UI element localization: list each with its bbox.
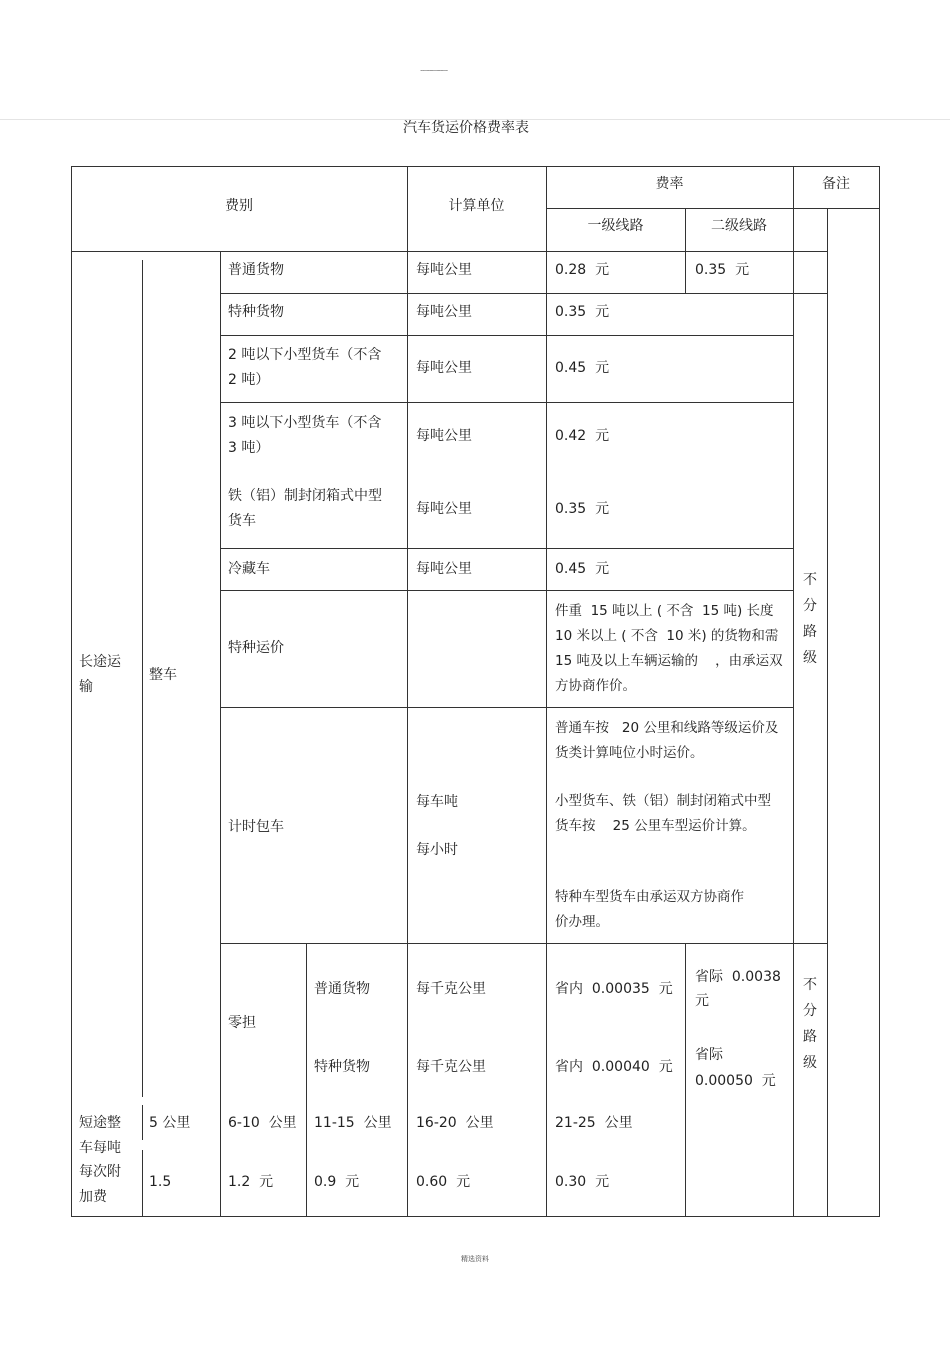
remark-no-road-class: 不分路级 (803, 572, 817, 666)
row-rate: 0.35 元 (555, 501, 610, 517)
row-rate: 0.35 元 (555, 304, 610, 320)
row-item: 铁（铝）制封闭箱式中型货车 (228, 488, 382, 529)
row-unit: 每吨公里 (416, 428, 472, 444)
header-unit: 计算单位 (448, 198, 505, 214)
row-item: 普通货物 (228, 262, 284, 278)
short-distance-label: 短途整车每吨每次附加费 (79, 1115, 121, 1205)
row-unit: 每吨公里 (416, 360, 472, 376)
row-unit-per-ton: 每车吨 (416, 794, 458, 810)
row-rate-note: 特种车型货车由承运双方协商作价办理。 (555, 889, 744, 930)
row-unit: 每吨公里 (416, 262, 472, 278)
surcharge-fee: 1.2 元 (228, 1174, 274, 1190)
grid-line (220, 943, 828, 944)
surcharge-fee: 0.9 元 (314, 1174, 360, 1190)
grid-line (220, 335, 793, 336)
page-title: 汽车货运价格费率表 (403, 120, 529, 136)
ltl-goods: 特种货物 (314, 1059, 370, 1075)
surcharge-fee: 1.5 (149, 1174, 172, 1190)
grid-line (546, 166, 547, 1217)
row-unit-per-hour: 每小时 (416, 842, 458, 858)
row-item: 特种货物 (228, 304, 284, 320)
grid-line (142, 1150, 143, 1217)
grid-line (685, 943, 686, 1217)
row-item: 计时包车 (228, 819, 284, 835)
grid-line (71, 166, 880, 167)
row-rate-note: 小型货车、铁（铝）制封闭箱式中型货车按 25 公里车型运价计算。 (555, 793, 771, 834)
row-item: 3 吨以下小型货车（不含 3 吨） (228, 415, 382, 456)
ltl-unit: 每千克公里 (416, 1059, 486, 1075)
header-dotted-rule: .............................. (420, 66, 448, 73)
row-rate: 0.45 元 (555, 561, 610, 577)
grid-line (220, 590, 793, 591)
ltl-interprovincial-rate: 省际 0.0038 元 (695, 969, 790, 1009)
header-fee-type: 费别 (225, 198, 253, 214)
whole-vehicle-label: 整车 (149, 667, 177, 683)
distance-band: 11-15 公里 (314, 1115, 392, 1131)
grid-line (220, 251, 221, 1217)
ltl-label: 零担 (228, 1015, 256, 1031)
ltl-goods: 普通货物 (314, 981, 370, 997)
ltl-domestic-rate: 省内 0.00035 元 (555, 981, 673, 997)
header-rate: 费率 (655, 176, 684, 192)
row-item: 2 吨以下小型货车（不含 2 吨） (228, 347, 382, 388)
distance-band: 21-25 公里 (555, 1115, 633, 1131)
row-rate: 0.42 元 (555, 428, 610, 444)
grid-line (220, 293, 828, 294)
row-item: 冷藏车 (228, 561, 270, 577)
grid-line (407, 166, 408, 1217)
distance-band: 16-20 公里 (416, 1115, 494, 1131)
row-rate-note: 普通车按 20 公里和线路等级运价及货类计算吨位小时运价。 (555, 720, 779, 761)
ltl-unit: 每千克公里 (416, 981, 486, 997)
header-first-class-road: 一级线路 (587, 218, 644, 234)
distance-band: 6-10 公里 (228, 1115, 297, 1131)
grid-line (71, 251, 828, 252)
grid-line (71, 166, 72, 1217)
header-second-class-road: 二级线路 (711, 218, 767, 234)
page-footer: 精选资料 (461, 1255, 489, 1263)
grid-line (793, 166, 794, 1217)
grid-line (306, 943, 307, 1217)
row-rate-note: 件重 15 吨以上 ( 不含 15 吨) 长度 10 米以上 ( 不含 10 米) 的货物和需 15 吨及以上车辆运输的 ，由承运双方协商作价。 (555, 603, 783, 694)
grid-line (142, 260, 143, 1097)
grid-line (220, 548, 793, 549)
grid-line (220, 707, 793, 708)
grid-line (546, 208, 880, 209)
grid-line (879, 166, 880, 1217)
surcharge-fee: 0.30 元 (555, 1174, 610, 1190)
grid-line (71, 1216, 880, 1217)
remark-no-road-class: 不分路级 (803, 977, 817, 1071)
row-unit: 每吨公里 (416, 304, 472, 320)
row-rate-first-class: 0.28 元 (555, 262, 610, 278)
grid-line (827, 208, 828, 1217)
ltl-domestic-rate: 省内 0.00040 元 (555, 1059, 673, 1075)
row-unit: 每吨公里 (416, 561, 472, 577)
row-rate-second-class: 0.35 元 (695, 262, 750, 278)
row-rate: 0.45 元 (555, 360, 610, 376)
header-remark: 备注 (822, 176, 850, 192)
ltl-interprovincial-rate: 省际 0.00050 元 (695, 1047, 776, 1089)
long-distance-label: 长途运输 (79, 654, 121, 695)
grid-line (220, 402, 793, 403)
row-unit: 每吨公里 (416, 501, 472, 517)
surcharge-fee: 0.60 元 (416, 1174, 471, 1190)
row-item: 特种运价 (228, 640, 284, 656)
distance-band: 5 公里 (149, 1115, 191, 1131)
grid-line (142, 1105, 143, 1140)
